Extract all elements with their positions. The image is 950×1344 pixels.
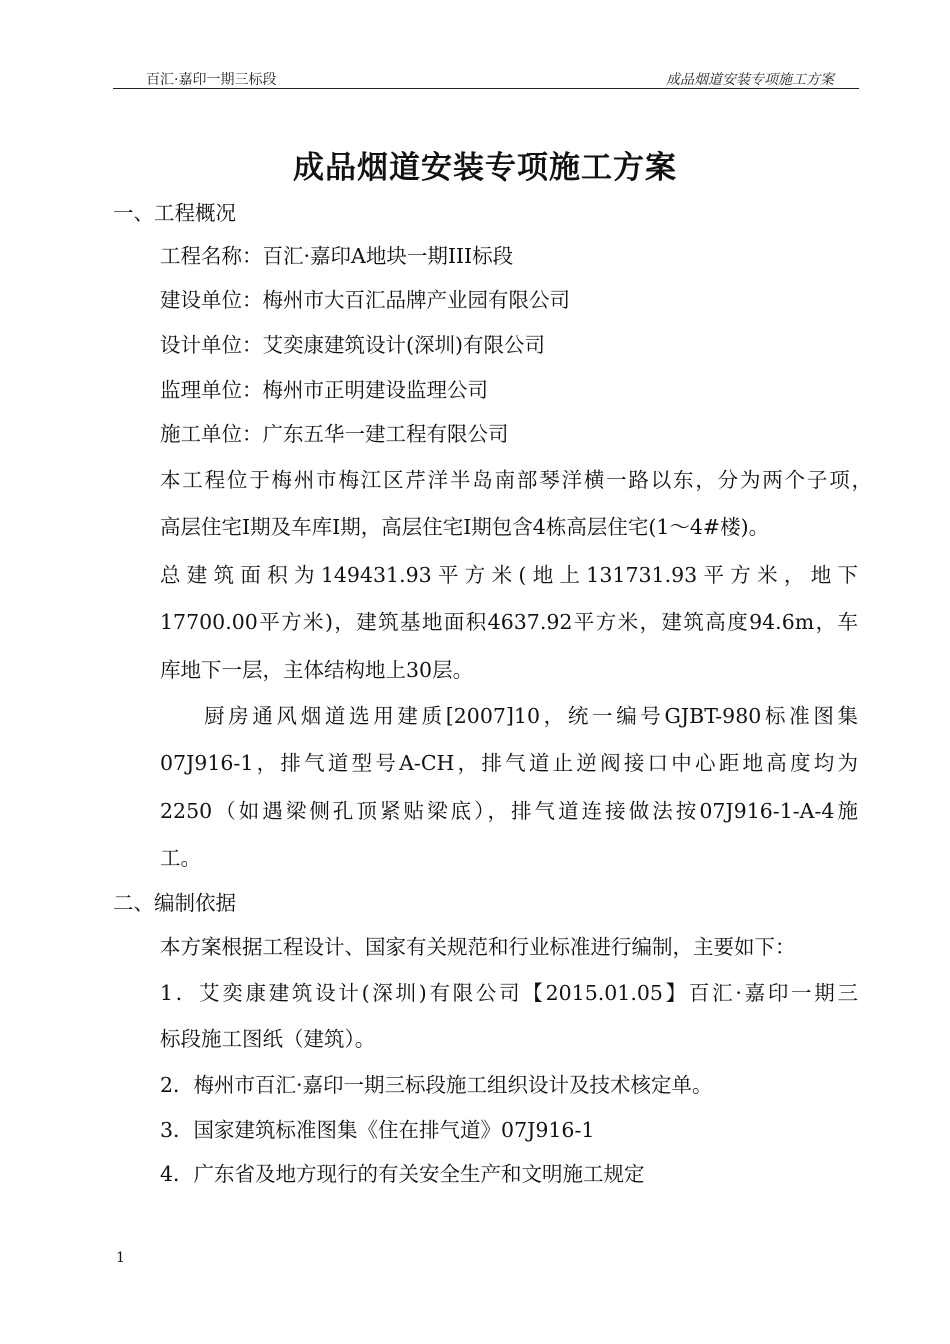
paragraph-line: 工。: [160, 846, 201, 870]
paragraph-line: 本方案根据工程设计、国家有关规范和行业标准进行编制，主要如下：: [160, 935, 796, 959]
list-item: 3．国家建筑标准图集《住在排气道》07J916-1: [160, 1118, 595, 1142]
header-rule: [113, 88, 859, 89]
field-designer: 设计单位：艾奕康建筑设计(深圳)有限公司: [160, 333, 545, 357]
section-heading-basis: 二、编制依据: [113, 891, 236, 915]
paragraph-line: 07J916-1，排气道型号A-CH，排气道止逆阀接口中心距地高度均为: [160, 751, 858, 775]
header-right: 成品烟道安装专项施工方案: [666, 72, 834, 88]
field-owner: 建设单位：梅州市大百汇品牌产业园有限公司: [160, 288, 570, 312]
header-left: 百汇·嘉印一期三标段: [146, 72, 277, 88]
page-number: 1: [116, 1250, 125, 1266]
paragraph-line: 总建筑面积为149431.93平方米(地上131731.93平方米，地下: [160, 563, 858, 587]
paragraph-line: 本工程位于梅州市梅江区芹洋半岛南部琴洋横一路以东，分为两个子项，: [160, 468, 872, 492]
list-item: 2．梅州市百汇·嘉印一期三标段施工组织设计及技术核定单。: [160, 1073, 713, 1097]
section-heading-overview: 一、工程概况: [113, 201, 236, 225]
list-item: 4．广东省及地方现行的有关安全生产和文明施工规定: [160, 1162, 645, 1186]
document-title: 成品烟道安装专项施工方案: [293, 150, 677, 186]
paragraph-line: 高层住宅Ⅰ期及车库Ⅰ期，高层住宅Ⅰ期包含4栋高层住宅(1～4#楼)。: [160, 515, 770, 539]
field-supervisor: 监理单位：梅州市正明建设监理公司: [160, 378, 488, 402]
list-item: 1．艾奕康建筑设计(深圳)有限公司【2015.01.05】百汇·嘉印一期三: [160, 981, 858, 1005]
field-contractor: 施工单位：广东五华一建工程有限公司: [160, 422, 509, 446]
paragraph-line: 2250（如遇梁侧孔顶紧贴梁底），排气道连接做法按07J916-1-A-4施: [160, 799, 858, 823]
list-item: 标段施工图纸（建筑）。: [160, 1027, 376, 1051]
paragraph-line: 厨房通风烟道选用建质[2007]10，统一编号GJBT-980标准图集: [204, 704, 858, 728]
field-project-name: 工程名称：百汇·嘉印A地块一期III标段: [160, 244, 514, 268]
paragraph-line: 库地下一层，主体结构地上30层。: [160, 658, 474, 682]
paragraph-line: 17700.00平方米)，建筑基地面积4637.92平方米，建筑高度94.6m，车: [160, 610, 858, 634]
